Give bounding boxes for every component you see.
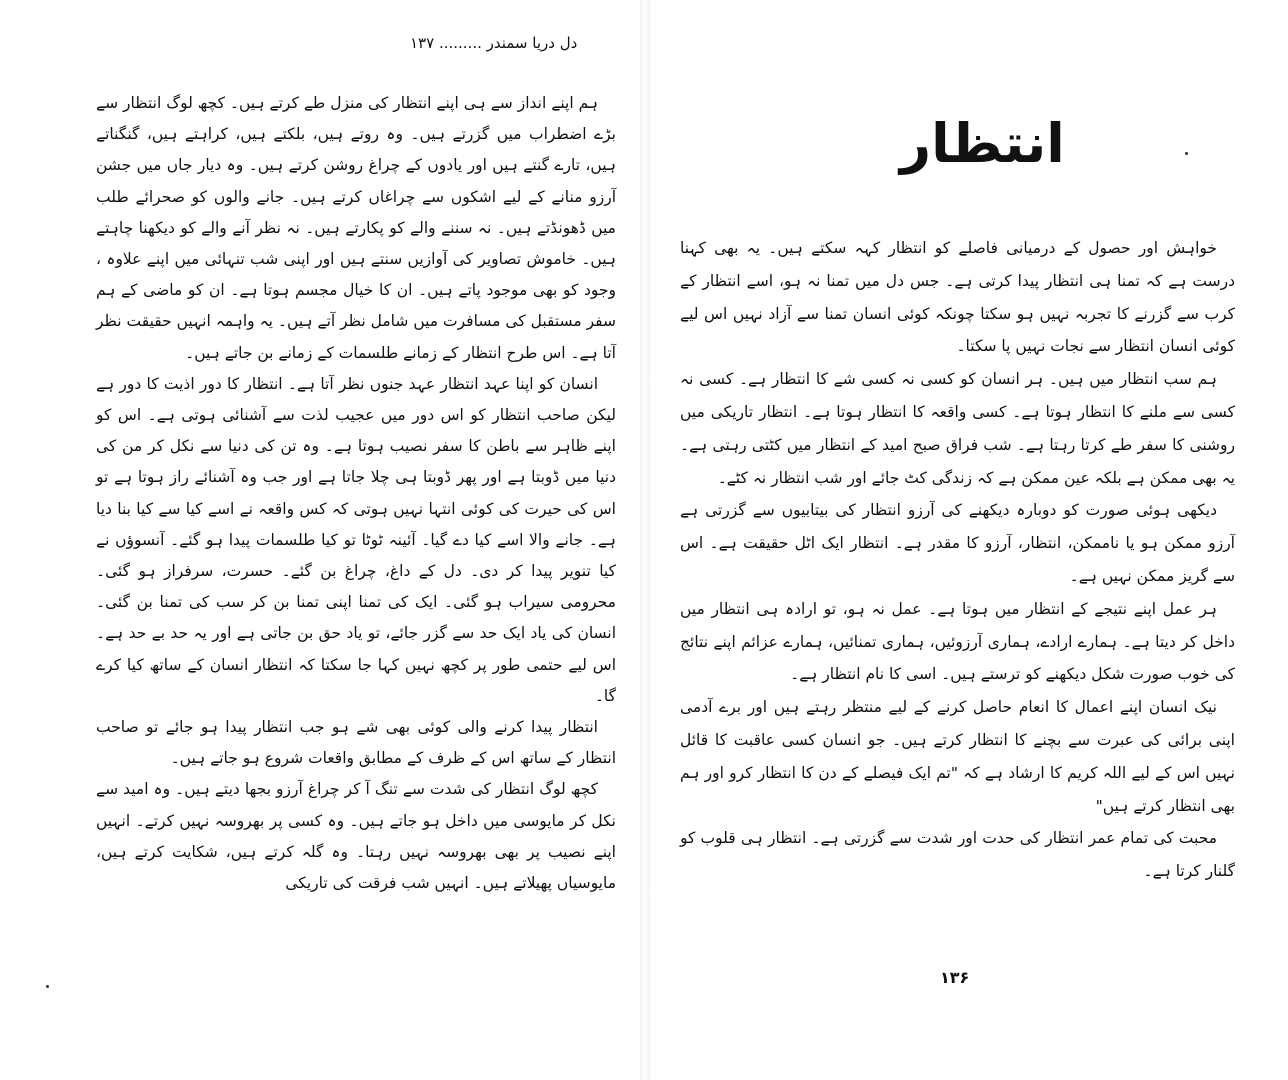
paragraph: انسان کو اپنا عہد انتظار عہد جنوں نظر آتا ہے۔ انتظار کا دور اذیت کا دور ہے لیکن صاحب انتظار کو اس دور میں عجیب لذت سے آشنائی ہوتی ہے۔ اس کو اپنے ظاہر سے باطن کا سفر نصیب ہوتا ہے۔ وہ تن کی دنیا سے نکل کر من کی دنیا میں ڈوبتا ہے اور پھر ڈوبتا ہی چلا جاتا ہے اور جب وہ آشنائے راز ہوتا ہے تو اس کی حیرت کی کوئی انتہا نہیں ہوتی کہ کس واقعہ نے اسے کیا سے کیا بنا دیا ہے۔ جانے والا اسے کیا دے گیا۔ آئینہ ٹوٹا تو کیا طلسمات پیدا ہو گئے۔ آنسوؤں نے کیا تنویر پیدا کر دی۔ دل کے داغ، چراغ بن گئے۔ حسرت، سرفراز ہو گئی۔ محرومی سیراب ہو گئی۔ ایک کی تمنا اپنی تمنا بن کر سب کی تمنا بن گئی۔ انسان کی یاد ایک حد سے گزر جائے، تو یاد حق بن جاتی ہے اور یہ حد بے حد ہے۔ اس لیے حتمی طور پر کچھ نہیں کہا جا سکتا کہ انتظار انسان کے ساتھ کیا کرے گا۔ bbox=[96, 374, 616, 705]
paragraph: محبت کی تمام عمر انتظار کی حدت اور شدت سے گزرتی ہے۔ انتظار ہی قلوب کو گلنار کرتا ہے۔ bbox=[680, 829, 1235, 881]
paragraph: کچھ لوگ انتظار کی شدت سے تنگ آ کر چراغ آرزو بجھا دیتے ہیں۔ وہ امید سے نکل کر مایوسی میں داخل ہو جاتے ہیں۔ وہ کسی پر بھروسہ نہیں کرتے۔ انہیں اپنے نصیب پر بھی بھروسہ نہیں رہتا۔ وہ گلہ کرتے ہیں، شکایت کرتے ہیں، مایوسیاں پھیلاتے ہیں۔ انہیں شب فرقت کی تاریکی bbox=[96, 780, 616, 893]
left-page-body bbox=[96, 88, 616, 899]
paragraph: ہر عمل اپنے نتیجے کے انتظار میں ہوتا ہے۔ عمل نہ ہو، تو ارادہ ہی انتظار میں داخل کر دیتا ہے۔ ہمارے ارادے، ہماری آرزوئیں، ہماری تمنائیں، ہمارے عزائم اپنے نتائج کی خوب صورت شکل دیکھنے کو ترستے ہیں۔ اسی کا نام انتظار ہے۔ bbox=[680, 599, 1235, 684]
scan-speck bbox=[46, 985, 49, 988]
right-page-body bbox=[680, 232, 1235, 888]
scan-speck bbox=[1185, 152, 1188, 155]
paragraph: نیک انسان اپنے اعمال کا انعام حاصل کرنے کے لیے منتظر رہتے ہیں اور برے آدمی اپنی برائی کی عبرت سے بچنے کا انتظار کرتے ہیں۔ جو انسان کسی عاقبت کا قائل نہیں اس کے لیے اللہ کریم کا ارشاد ہے کہ "تم ایک فیصلے کے دن کا انتظار کرو اور ہم بھی انتظار کرتے ہیں" bbox=[680, 698, 1235, 815]
chapter-title: انتظار bbox=[900, 112, 1065, 175]
left-page bbox=[0, 0, 640, 1080]
paragraph: ہم سب انتظار میں ہیں۔ ہر انسان کو کسی نہ کسی شے کا انتظار ہے۔ کسی نہ کسی سے ملنے کا انتظار ہوتا ہے۔ کسی واقعہ کا انتظار ہوتا ہے۔ انتظار تاریکی میں روشنی کا سفر طے کرتا رہتا ہے۔ شب فراق صبح امید کے انتظار میں کٹتی رہتی ہے۔ یہ بھی ممکن ہے بلکہ عین ممکن ہے کہ زندگی کٹ جائے اور شب انتظار نہ کٹے۔ bbox=[680, 370, 1235, 487]
paragraph: دیکھی ہوئی صورت کو دوبارہ دیکھنے کی آرزو انتظار کی بیتابیوں سے گزرتی ہے آرزو ممکن ہو یا ناممکن، انتظار، آرزو کا مقدر ہے۔ انتظار ایک اٹل حقیقت ہے۔ اس سے گریز ممکن نہیں ہے۔ bbox=[680, 501, 1235, 585]
page-number: ۱۳۶ bbox=[940, 968, 970, 987]
paragraph: ہم اپنے انداز سے ہی اپنے انتظار کی منزل طے کرتے ہیں۔ کچھ لوگ انتظار سے بڑے اضطراب میں گزرتے ہیں۔ وہ روتے ہیں، بلکتے ہیں، کراہتے ہیں، گنگناتے ہیں، تارے گنتے ہیں اور یادوں کے چراغ روشن کرتے ہیں۔ وہ دیار جاں میں جشن آرزو منانے کے لیے اشکوں سے چراغاں کرتے ہیں۔ جانے والوں کو صحرائے طلب میں ڈھونڈتے ہیں۔ نہ سننے والے کو پکارتے ہیں۔ نہ نظر آنے والے کو دیکھنا چاہتے ہیں۔ خاموش تصاویر کی آوازیں سنتے ہیں اور اپنی شب تنہائی میں اپنے علاوہ ، وجود کو بھی موجود پاتے ہیں۔ ان کا خیال مجسم ہوتا ہے۔ ان کو ماضی کے ہم سفر مستقبل کی مسافرت میں شامل نظر آتے ہیں۔ یہ واہمہ انہیں حقیقت نظر آتا ہے۔ اس طرح انتظار کے زمانے طلسمات کے زمانے بن جاتے ہیں۔ bbox=[96, 94, 616, 362]
paragraph: انتظار پیدا کرنے والی کوئی بھی شے ہو جب انتظار پیدا ہو جائے تو صاحب انتظار کے ساتھ اس کے ظرف کے مطابق واقعات شروع ہو جاتے ہیں۔ bbox=[96, 718, 616, 768]
paragraph: خواہش اور حصول کے درمیانی فاصلے کو انتظار کہہ سکتے ہیں۔ یہ بھی کہنا درست ہے کہ تمنا ہی انتظار پیدا کرتی ہے۔ جس دل میں تمنا نہ ہو، اسے انتظار کے کرب سے گزرنے کا تجربہ نہیں ہو سکتا چونکہ کوئی انسان تمنا سے آزاد نہیں اس لیے کوئی انسان انتظار سے نجات نہیں پا سکتا۔ bbox=[680, 239, 1235, 356]
book-gutter bbox=[640, 0, 650, 1080]
running-head: دل دریا سمندر ......... ۱۳۷ bbox=[410, 34, 578, 52]
right-page bbox=[650, 0, 1270, 1080]
